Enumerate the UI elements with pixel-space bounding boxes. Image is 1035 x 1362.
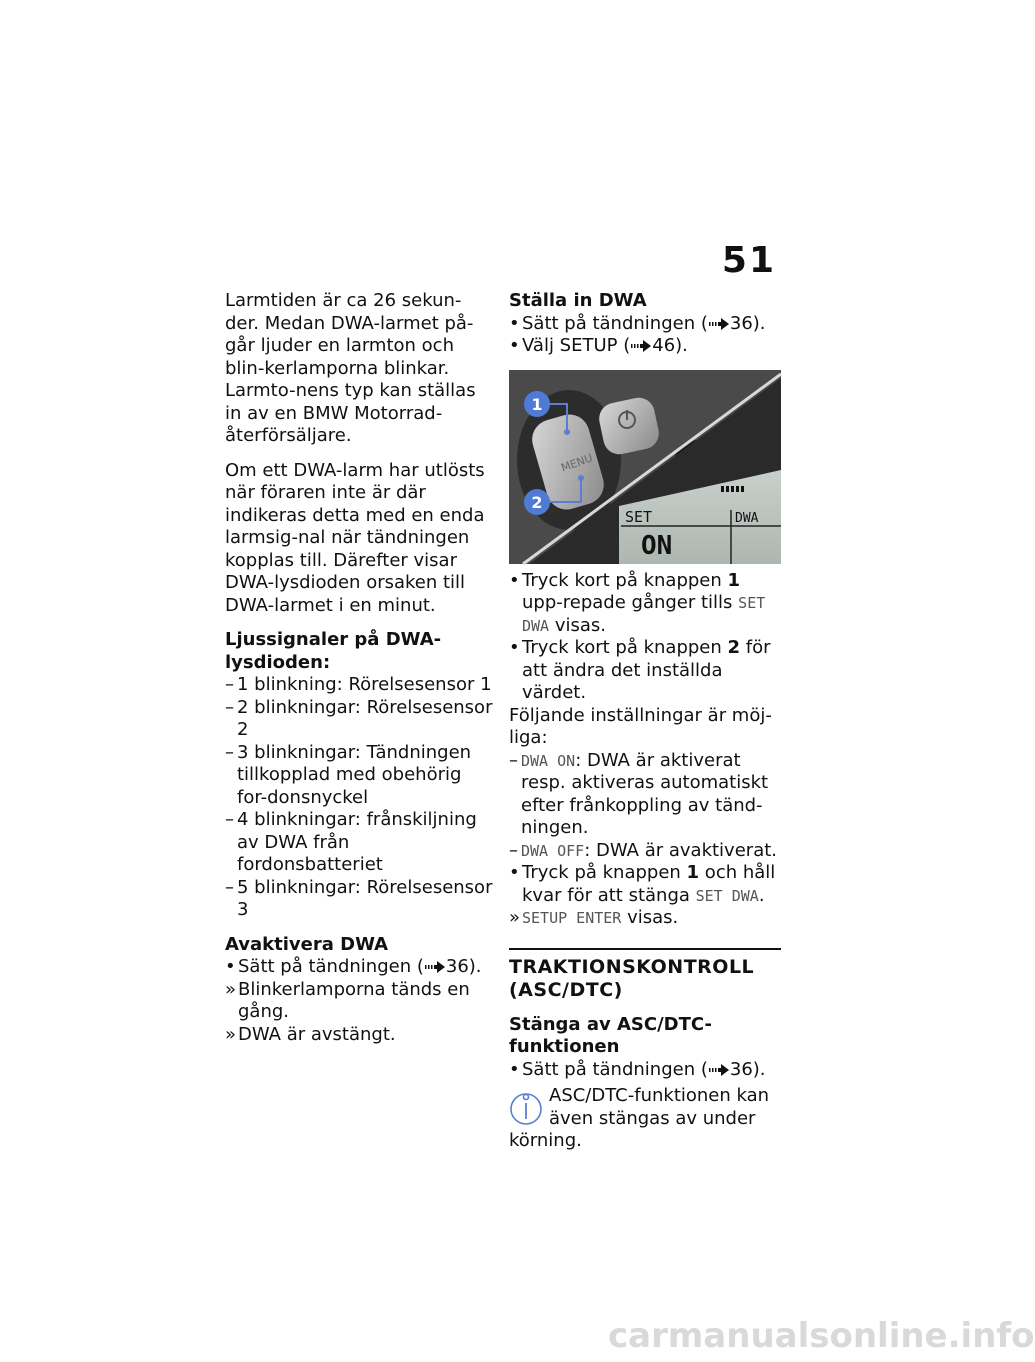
result-item: » SETUP ENTER visas. bbox=[509, 907, 679, 928]
result-arrow-icon: » bbox=[225, 1023, 237, 1045]
handlebar-controls-figure bbox=[509, 370, 781, 564]
page-reference-arrow-icon bbox=[424, 961, 446, 973]
display-on-text: ON bbox=[641, 530, 673, 561]
dash-icon: – bbox=[225, 741, 234, 763]
bullet-icon: • bbox=[509, 637, 520, 658]
display-set-text: SET bbox=[625, 507, 653, 526]
code-setup-enter: SETUP ENTER bbox=[522, 909, 622, 927]
page-reference-arrow-icon bbox=[630, 340, 652, 352]
callout-2-label: 2 bbox=[531, 492, 543, 512]
deactivate-heading: Avaktivera DWA bbox=[225, 933, 389, 955]
settings-intro: Följande inställningar är möj-liga: bbox=[509, 704, 772, 748]
disable-asc-heading: Stänga av ASC/DTC-funktionen bbox=[509, 1013, 712, 1057]
list-item: – DWA OFF: DWA är avaktiverat. bbox=[509, 839, 777, 861]
step-item: • Sätt på tändningen ( 36). bbox=[225, 956, 482, 977]
left-column bbox=[225, 290, 495, 1046]
signals-list bbox=[225, 674, 495, 922]
bullet-icon: • bbox=[509, 862, 520, 883]
callout-1-label: 1 bbox=[531, 394, 543, 414]
right-column bbox=[509, 290, 781, 1153]
step-item: • Tryck kort på knappen 1 upp-repade gånger tills SET DWA visas. bbox=[509, 569, 766, 636]
display-dwa-text: DWA bbox=[735, 510, 759, 526]
code-set-dwa: SET DWA bbox=[695, 886, 759, 905]
step-item: • Välj SETUP ( 46). bbox=[509, 335, 688, 356]
info-note-text-continued: körning. bbox=[509, 1130, 582, 1151]
signals-heading: Ljussignaler på DWA-lysdioden: bbox=[225, 629, 442, 673]
page-reference-arrow-icon bbox=[708, 1064, 730, 1076]
alarm-triggered-paragraph: Om ett DWA-larm har utlösts när föraren inte är där indikeras detta med en enda larmsig-nal när tändningen kopplas till. Därefter visar DWA-lysdioden orsaken till DWA-larmet i en minut. bbox=[225, 459, 485, 616]
dash-icon: – bbox=[225, 809, 234, 830]
info-note-text: ASC/DTC-funktionen kan även stängas av under bbox=[549, 1085, 770, 1129]
menu-label: MENU bbox=[559, 450, 595, 475]
list-item: – 4 blinkningar: frånskiljning av DWA från fordonsbatteriet bbox=[225, 809, 477, 875]
set-dwa-heading: Ställa in DWA bbox=[509, 290, 647, 311]
list-item: – 3 blinkningar: Tändningen tillkopplad med obehörig for-donsnyckel bbox=[225, 741, 472, 808]
page-number: 51 bbox=[721, 240, 776, 281]
list-item: – DWA ON: DWA är aktiverat resp. aktiveras automatiskt efter frånkoppling av tänd-ningen. bbox=[509, 749, 769, 838]
dash-icon: – bbox=[225, 696, 234, 718]
section-divider bbox=[509, 948, 781, 950]
page-reference-arrow-icon bbox=[708, 318, 730, 330]
code-dwa-off: DWA OFF bbox=[521, 841, 585, 860]
step-item: • Tryck kort på knappen 2 för att ändra det inställda värdet. bbox=[509, 637, 771, 703]
dash-icon: – bbox=[509, 839, 518, 861]
watermark: carmanualsonline.info bbox=[608, 1316, 1035, 1356]
dash-icon: – bbox=[225, 674, 234, 695]
list-item: – 5 blinkningar: Rörelsesensor 3 bbox=[225, 876, 493, 920]
traction-control-heading: TRAKTIONSKONTROLL (ASC/DTC) bbox=[509, 955, 755, 1001]
bullet-icon: • bbox=[509, 312, 520, 334]
dash-icon: – bbox=[509, 749, 518, 771]
bullet-icon: • bbox=[225, 956, 236, 977]
result-arrow-icon: » bbox=[509, 907, 521, 928]
alarm-duration-paragraph: Larmtiden är ca 26 sekun-der. Medan DWA-larmet på-går ljuder en larmton och blin-kerlamporna blinkar. Larmto-nens typ kan ställas in av en BMW Motorrad-återförsäljare. bbox=[225, 290, 476, 446]
bullet-icon: • bbox=[509, 1058, 520, 1080]
step-item: • Sätt på tändningen ( 36). bbox=[509, 312, 766, 334]
handlebar-controls-illustration bbox=[509, 370, 781, 564]
step-item: • Sätt på tändningen ( 36). bbox=[509, 1058, 766, 1080]
bullet-icon: • bbox=[509, 335, 520, 356]
code-dwa-on: DWA ON bbox=[521, 751, 576, 770]
list-item: – 2 blinkningar: Rörelsesensor 2 bbox=[225, 696, 493, 740]
step-item: • Tryck på knappen 1 och håll kvar för att stänga SET DWA. bbox=[509, 862, 776, 906]
info-icon bbox=[509, 1087, 543, 1127]
result-item: » DWA är avstängt. bbox=[225, 1023, 396, 1045]
dash-icon: – bbox=[225, 876, 234, 898]
bullet-icon: • bbox=[509, 569, 520, 591]
code-set-dwa: SET DWA bbox=[522, 594, 766, 635]
result-arrow-icon: » bbox=[225, 978, 237, 1000]
list-item: – 1 blinkning: Rörelsesensor 1 bbox=[225, 674, 492, 695]
result-item: » Blinkerlamporna tänds en gång. bbox=[225, 978, 470, 1022]
info-note bbox=[509, 1085, 781, 1153]
